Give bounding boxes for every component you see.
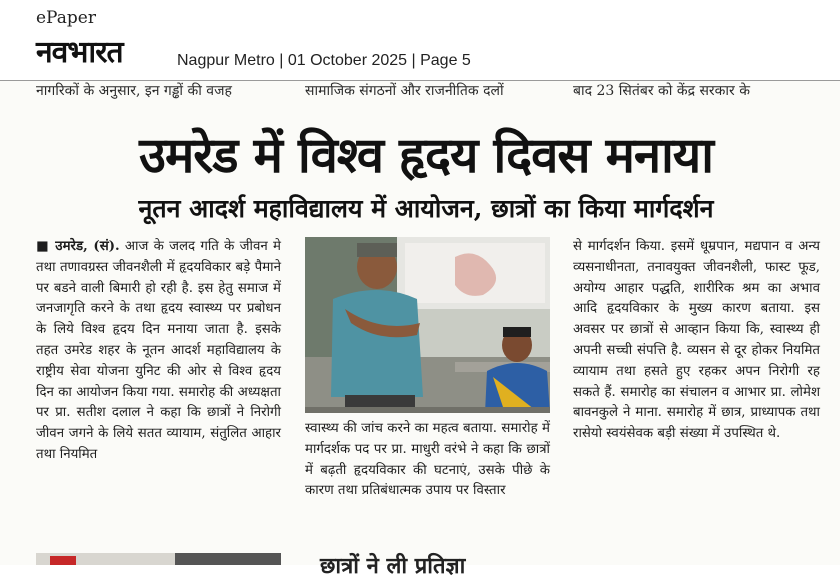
newspaper-logo[interactable]: नवभारत: [36, 35, 123, 70]
article-headline: उमरेड में विश्व हृदय दिवस मनाया: [139, 126, 713, 184]
column-2-text: स्वास्थ्य की जांच करने का महत्व बताया. समारोह में मार्गदर्शक पद पर प्रा. माधुरी वरंभे ने कहा कि छात्रों में बढ़ती हृदयविकार की घटनाएं, उसके पीछे के कारण तथा प्रतिबंधात्मक उपाय पर विस्तार: [305, 421, 550, 499]
article-column-2: [305, 419, 550, 502]
article-column-3: [573, 237, 820, 445]
column-1-text: आज के जलद गति के जीवन मे तथा तणावग्रस्त जीवनशैली में हृदयविकार बड़े पैमाने पर बडने वाली बिमारी हो रही है. इस हेतु समाज में जनजागृति करने के तथा हृदय स्वास्थ्य पर प्रबोधन के लिये विश्व हृदय दिन मनाया जाता है. इसके तहत उमरेड शहर के नूतन आदर्श महाविद्यालय के राष्ट्रीय सेवा योजना युनिट की ओर से विश्व हृदय दिन का आयोजन किया गया. समारोह की अध्यक्षता पर प्रा. सतीश दलाल ने कहा कि छात्रों ने निरोगी जीवन जगने के लिये सतत व्यायाम, संतुलित आहार तथा नियमित: [36, 239, 281, 462]
next-article-banner-dark: [175, 553, 281, 565]
edition-date-page: Nagpur Metro | 01 October 2025 | Page 5: [177, 52, 471, 69]
dateline: ■ उमरेड, (सं).: [36, 239, 120, 254]
article-column-1: [36, 237, 281, 466]
previous-article-line-2: सामाजिक संगठनों और राजनीतिक दलों: [305, 83, 504, 99]
next-article-red-mark: [50, 556, 76, 565]
next-article-strip: [0, 551, 840, 579]
next-article-headline-partial: छात्रों ने ली प्रतिज्ञा: [320, 553, 466, 579]
epaper-header: [0, 0, 840, 81]
column-3-text: से मार्गदर्शन किया. इसमें धूम्रपान, मद्यपान व अन्य व्यसनाधीनता, तनावयुक्त जीवनशैली, फास्ट फूड, अयोग्य आहार पद्धति, शारीरिक श्रम का अभाव आदि हृदयविकार के मुख्य कारण बताया. इस अवसर पर छात्रों से आव्हान किया कि, स्वास्थ्य ही अपनी सच्ची संपत्ति है. व्यसन से दूर होकर नियमित व्यायाम तथा हसते हुए रहकर अपन निरोगी रह सकते हैं. समारोह का संचालन व आभार प्रा. लोमेश बावनकुले ने माना. समारोह में छात्र, प्राध्यापक तथा रासेयो स्वयंसेवक बड़ी संख्या में उपस्थित थे.: [573, 239, 820, 442]
epaper-label: ePaper: [36, 8, 96, 28]
event-photo: [305, 237, 550, 413]
speaker-photo-illustration: [305, 237, 550, 413]
article-subheadline: नूतन आदर्श महाविद्यालय में आयोजन, छात्रों का किया मार्गदर्शन: [138, 194, 714, 223]
newspaper-clipping: [0, 81, 840, 579]
previous-article-line-3: बाद 23 सितंबर को केंद्र सरकार के: [573, 83, 750, 99]
previous-article-line-1: नागरिकों के अनुसार, इन गड्ढों की वजह: [36, 83, 232, 99]
